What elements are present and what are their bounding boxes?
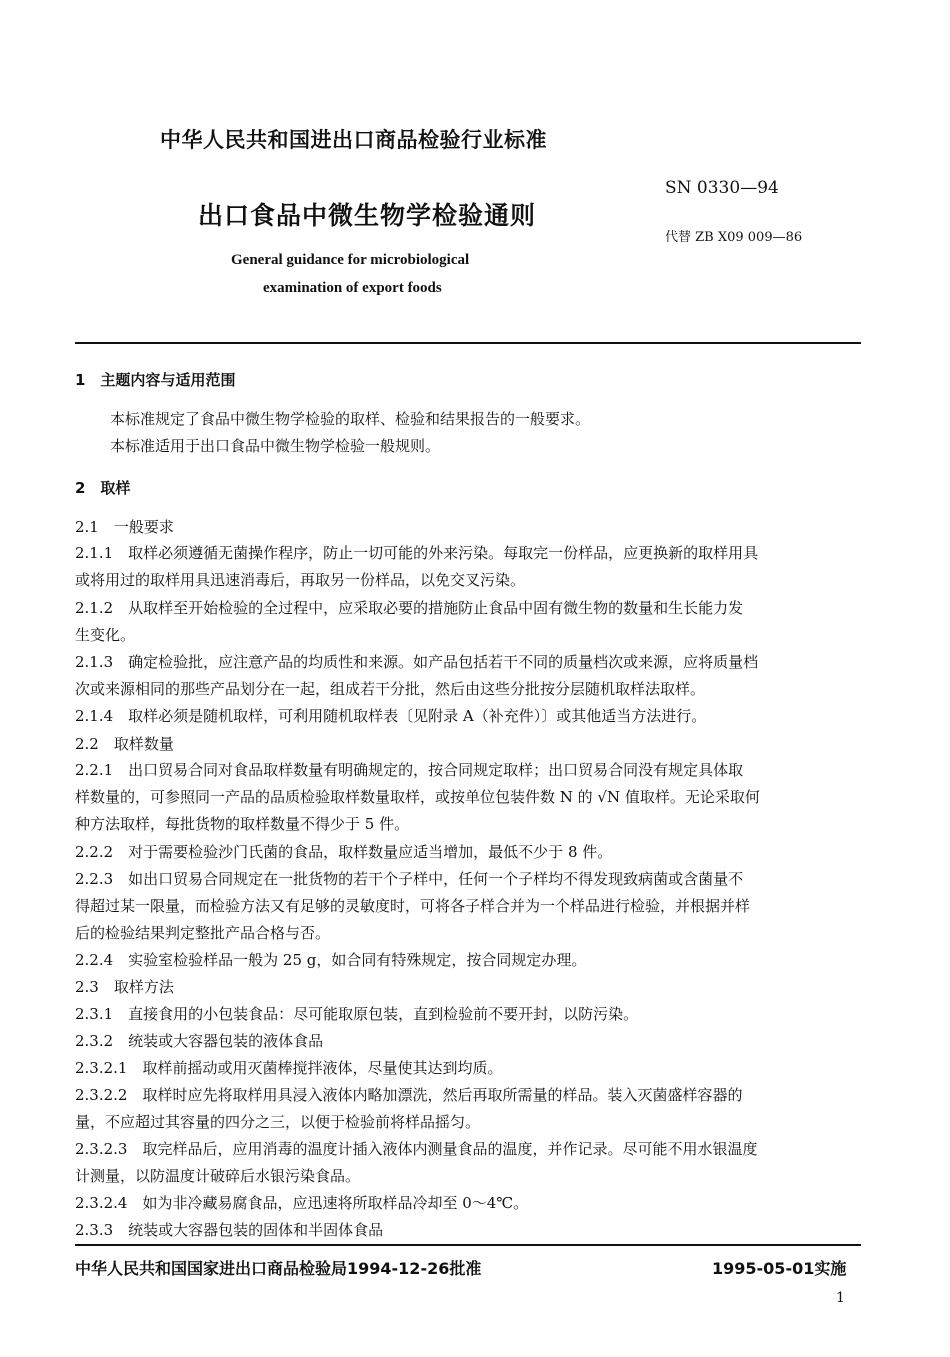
paragraph-line: 2.3.2 统装或大容器包装的液体食品 <box>75 1032 324 1050</box>
paragraph-line: 或将用过的取样用具迅速消毒后，再取另一份样品，以免交叉污染。 <box>75 571 526 589</box>
page-number: 1 <box>836 1290 845 1306</box>
paragraph-line: 样数量的，可参照同一产品的品质检验取样数量取样，或按单位包装件数 N 的 √N 值取样。无论采取何 <box>75 788 760 806</box>
paragraph-line: 2.2.4 实验室检验样品一般为 25 g，如合同有特殊规定，按合同规定办理。 <box>75 951 587 969</box>
paragraph-line: 次或来源相同的那些产品划分在一起，组成若干分批，然后由这些分批按分层随机取样法取样。 <box>75 680 706 698</box>
paragraph-line: 生变化。 <box>75 626 136 644</box>
paragraph-line: 本标准适用于出口食品中微生物学检验一般规则。 <box>110 437 441 455</box>
approval-date: 中华人民共和国国家进出口商品检验局1994-12-26批准 <box>75 1259 482 1278</box>
paragraph-line: 得超过某一限量，而检验方法又有足够的灵敏度时，可将各子样合并为一个样品进行检验，并根据并样 <box>75 897 751 915</box>
paragraph-line: 2.2.3 如出口贸易合同规定在一批货物的若干个子样中，任何一个子样均不得发现致病菌或含菌量不 <box>75 870 744 888</box>
paragraph-line: 量，不应超过其容量的四分之三，以便于检验前将样品摇匀。 <box>75 1113 481 1131</box>
standard-code: SN 0330—94 <box>665 178 779 198</box>
paragraph-line: 2.3.2.4 如为非冷藏易腐食品，应迅速将所取样品冷却至 0～4℃。 <box>75 1194 529 1212</box>
paragraph-line: 2.2.1 出口贸易合同对食品取样数量有明确规定的，按合同规定取样；出口贸易合同没有规定具体取 <box>75 761 744 779</box>
paragraph-line: 计测量，以防温度计破碎后水银污染食品。 <box>75 1167 361 1185</box>
paragraph-line: 2.3.2.1 取样前摇动或用灭菌棒搅拌液体，尽量使其达到均质。 <box>75 1059 503 1077</box>
paragraph-line: 后的检验结果判定整批产品合格与否。 <box>75 924 331 942</box>
header-divider <box>75 342 861 344</box>
paragraph-line: 2.2.2 对于需要检验沙门氏菌的食品，取样数量应适当增加，最低不少于 8 件。 <box>75 843 613 861</box>
subsection-heading: 2.1 一般要求 <box>75 518 174 536</box>
document-title: 出口食品中微生物学检验通则 <box>198 201 537 230</box>
english-title-line-2: examination of export foods <box>263 280 442 296</box>
paragraph-line: 种方法取样，每批货物的取样数量不得少于 5 件。 <box>75 815 410 833</box>
paragraph-line: 2.1.1 取样必须遵循无菌操作程序，防止一切可能的外来污染。每取完一份样品，应更换新的取样用具 <box>75 544 759 562</box>
section-heading: 2 取样 <box>75 479 131 497</box>
paragraph-line: 2.3.2.2 取样时应先将取样用具浸入液体内略加漂洗，然后再取所需量的样品。装入灭菌盛样容器的 <box>75 1086 743 1104</box>
paragraph-line: 2.1.3 确定检验批，应注意产品的均质性和来源。如产品包括若干不同的质量档次或来源，应将质量档 <box>75 653 759 671</box>
paragraph-line: 2.3.2.3 取完样品后，应用消毒的温度计插入液体内测量食品的温度，并作记录。尽可能不用水银温度 <box>75 1140 758 1158</box>
effective-date: 1995-05-01实施 <box>712 1259 847 1278</box>
paragraph-line: 本标准规定了食品中微生物学检验的取样、检验和结果报告的一般要求。 <box>110 410 591 428</box>
footer-divider <box>75 1244 861 1246</box>
industry-standard-title: 中华人民共和国进出口商品检验行业标准 <box>160 128 547 152</box>
paragraph-line: 2.1.4 取样必须是随机取样，可利用随机取样表〔见附录 A（补充件）〕或其他适当方法进行。 <box>75 707 707 725</box>
paragraph-line: 2.1.2 从取样至开始检验的全过程中，应采取必要的措施防止食品中固有微生物的数量和生长能力发 <box>75 599 744 617</box>
english-title-line-1: General guidance for microbiological <box>231 252 470 268</box>
paragraph-line: 2.3.1 直接食用的小包装食品：尽可能取原包装，直到检验前不要开封，以防污染。 <box>75 1005 639 1023</box>
section-heading: 1 主题内容与适用范围 <box>75 371 236 389</box>
replaces-standard: 代替 ZB X09 009—86 <box>665 230 803 245</box>
subsection-heading: 2.3 取样方法 <box>75 978 174 996</box>
subsection-heading: 2.2 取样数量 <box>75 735 174 753</box>
paragraph-line: 2.3.3 统装或大容器包装的固体和半固体食品 <box>75 1221 384 1239</box>
